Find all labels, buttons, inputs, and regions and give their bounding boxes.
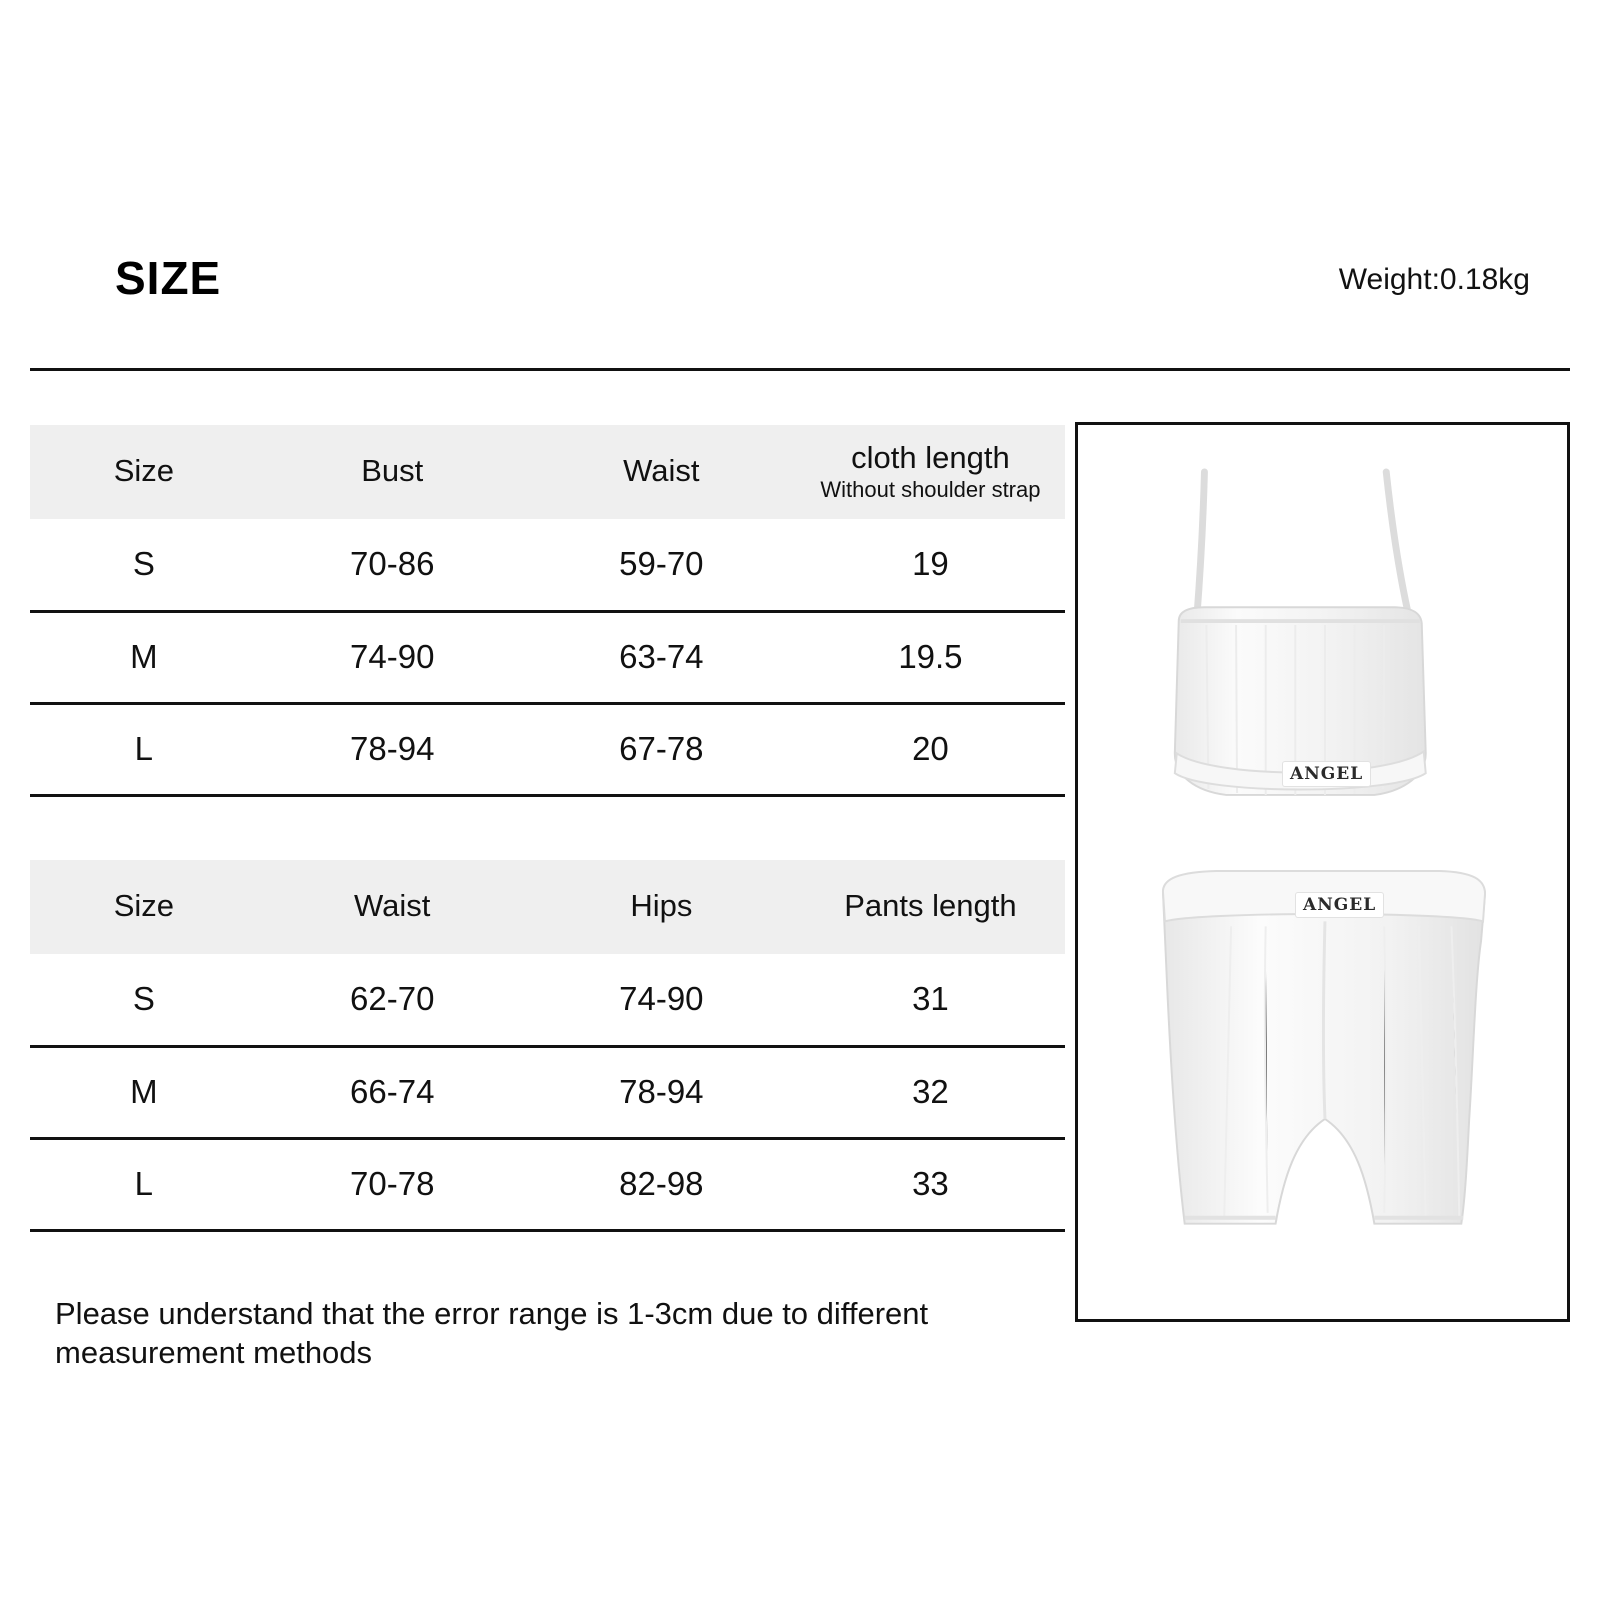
header-hips: Hips [527, 860, 796, 954]
cell-length: 20 [796, 703, 1065, 795]
table-row [30, 611, 1065, 703]
table-row [30, 519, 1065, 611]
cell-hips: 78-94 [527, 1046, 796, 1138]
header-pants-length: Pants length [796, 860, 1065, 954]
cell-waist: 70-78 [258, 1138, 527, 1230]
cell-bust: 78-94 [258, 703, 527, 795]
product-image-panel [1075, 422, 1570, 1322]
cell-length: 19.5 [796, 611, 1065, 703]
header-cloth-length [796, 425, 1065, 519]
bra-graphic [1175, 472, 1426, 795]
cell-waist: 62-70 [258, 954, 527, 1046]
header-divider [30, 368, 1570, 371]
header-bust: Bust [258, 425, 527, 519]
table-row [30, 954, 1065, 1046]
weight-label: Weight:0.18kg [1338, 263, 1530, 296]
header-cloth-length-note: Without shoulder strap [820, 476, 1041, 502]
cell-size: M [30, 611, 258, 703]
cell-size: S [30, 954, 258, 1046]
cell-length: 19 [796, 519, 1065, 611]
garment-illustration [1078, 425, 1567, 1319]
cell-waist: 63-74 [527, 611, 796, 703]
cell-size: L [30, 703, 258, 795]
top-size-table [30, 425, 1065, 797]
cell-length: 32 [796, 1046, 1065, 1138]
cell-size: L [30, 1138, 258, 1230]
header-waist: Waist [527, 425, 796, 519]
cell-waist: 66-74 [258, 1046, 527, 1138]
cell-waist: 67-78 [527, 703, 796, 795]
page-title: SIZE [115, 252, 222, 304]
cell-length: 33 [796, 1138, 1065, 1230]
cell-waist: 59-70 [527, 519, 796, 611]
bra-brand-label: ANGEL [1283, 762, 1370, 786]
table-row [30, 1046, 1065, 1138]
bottom-size-table [30, 860, 1065, 1232]
cell-bust: 74-90 [258, 611, 527, 703]
cell-length: 31 [796, 954, 1065, 1046]
header-size: Size [30, 860, 258, 954]
page-header [30, 252, 1570, 365]
table-row [30, 703, 1065, 795]
header-size: Size [30, 425, 258, 519]
cell-hips: 82-98 [527, 1138, 796, 1230]
header-cloth-length-main: cloth length [851, 439, 1010, 475]
table-header-row [30, 860, 1065, 954]
measurement-note: Please understand that the error range is 1-3cm due to different measurement methods [55, 1296, 929, 1370]
cell-size: M [30, 1046, 258, 1138]
cell-size: S [30, 519, 258, 611]
cell-bust: 70-86 [258, 519, 527, 611]
header-waist: Waist [258, 860, 527, 954]
shorts-brand-label: ANGEL [1296, 893, 1383, 917]
table-header-row [30, 425, 1065, 519]
table-row [30, 1138, 1065, 1230]
shorts-graphic [1163, 871, 1485, 1224]
cell-hips: 74-90 [527, 954, 796, 1046]
